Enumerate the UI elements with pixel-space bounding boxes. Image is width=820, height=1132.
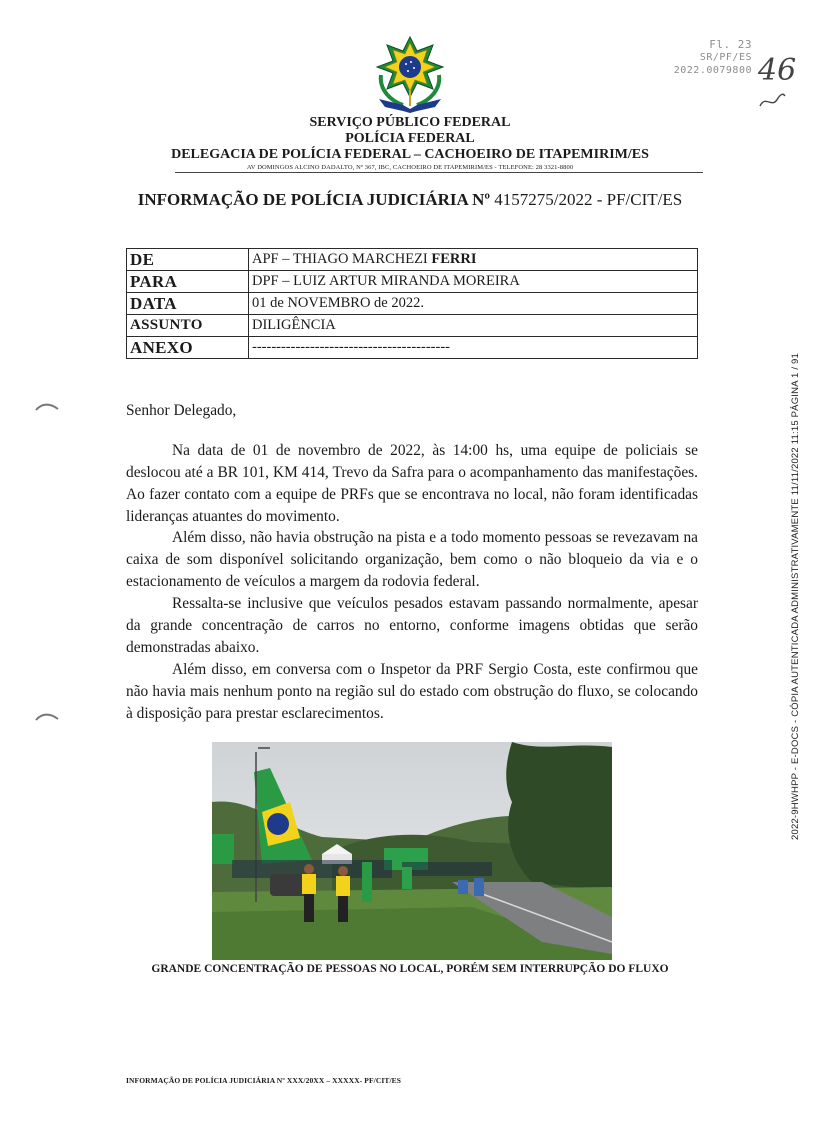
handwritten-page-number	[756, 44, 797, 114]
letterhead	[0, 115, 820, 172]
data-label: DATA	[127, 293, 249, 315]
document-title-bold: INFORMAÇÃO DE POLÍCIA JUDICIÁRIA Nº	[137, 190, 491, 209]
de-label: DE	[127, 249, 249, 271]
de-value: APF – THIAGO MARCHEZI FERRI	[249, 249, 698, 271]
assunto-value: DILIGÊNCIA	[249, 315, 698, 337]
table-row	[127, 315, 698, 337]
brazil-coat-of-arms-icon	[373, 35, 447, 113]
letterhead-line-3: DELEGACIA DE POLÍCIA FEDERAL – CACHOEIRO DE ITAPEMIRIM/ES	[171, 147, 649, 162]
assunto-label: ASSUNTO	[127, 315, 249, 337]
punch-mark-icon	[34, 402, 60, 412]
document-title	[0, 190, 820, 210]
data-value: 01 de NOVEMBRO de 2022.	[249, 293, 698, 315]
greeting: Senhor Delegado,	[126, 402, 237, 419]
stamp-office: SR/PF/ES	[699, 52, 752, 63]
anexo-label: ANEXO	[127, 337, 249, 359]
info-table	[126, 248, 698, 359]
letterhead-address: AV DOMINGOS ALCINO DADALTO, Nº 367, IBC, CACHOEIRO DE ITAPEMIRIM/ES - TELEFONE: 28 3321-8800	[246, 164, 574, 171]
document-title-number: 4157275/2022 - PF/CIT/ES	[490, 190, 683, 209]
protocol-stamp	[674, 38, 752, 77]
page-footer: INFORMAÇÃO DE POLÍCIA JUDICIÁRIA Nº XXX/20XX – XXXXX- PF/CIT/ES	[126, 1076, 402, 1085]
stamp-number: 2022.0079800	[673, 65, 752, 76]
para-value: DPF – LUIZ ARTUR MIRANDA MOREIRA	[249, 271, 698, 293]
table-row	[127, 249, 698, 271]
table-row	[127, 337, 698, 359]
paragraph-3: Ressalta-se inclusive que veículos pesados estavam passando normalmente, apesar da grande concentração de carros no entorno, conforme imagens obtidas que serão demonstradas abaixo.	[126, 595, 698, 656]
header-divider	[175, 172, 703, 173]
svg-text:46: 46	[758, 53, 797, 88]
paragraph-1: Na data de 01 de novembro de 2022, às 14:00 hs, uma equipe de policiais se deslocou até a BR 101, KM 414, Trevo da Safra para o acompanhamento das manifestações. Ao fazer contato com a equipe de PRFs que se encontrava no local, não foram identificadas lideranças atuantes do movimento.	[126, 442, 698, 525]
anexo-value: -----------------------------------------	[249, 337, 698, 359]
authentication-side-note: 2022-9HWHPP - E-DOCS - CÓPIA AUTENTICADA ADMINISTRATIVAMENTE 11/11/2022 11:15 PÁGINA 1 / 91	[790, 352, 801, 840]
table-row	[127, 293, 698, 315]
para-label: PARA	[127, 271, 249, 293]
punch-mark-icon	[34, 712, 60, 722]
letterhead-line-1: SERVIÇO PÚBLICO FEDERAL	[309, 115, 511, 130]
paragraph-4: Além disso, em conversa com o Inspetor da PRF Sergio Costa, este confirmou que não havia mais nenhum ponto na região sul do estado com obstrução do fluxo, se colocando à disposição para prestar esclarecimentos.	[126, 661, 698, 722]
paragraph-2: Além disso, não havia obstrução na pista e a todo momento pessoas se revezavam na caixa de som disponível solicitando organização, bem como o não bloqueio da via e o estacionamento de veículos a margem da rodovia federal.	[126, 529, 698, 590]
letterhead-line-2: POLÍCIA FEDERAL	[345, 131, 475, 146]
photo-caption: GRANDE CONCENTRAÇÃO DE PESSOAS NO LOCAL, PORÉM SEM INTERRUPÇÃO DO FLUXO	[151, 963, 669, 975]
table-row	[127, 271, 698, 293]
protest-photo	[212, 742, 612, 960]
stamp-folio: Fl. 23	[709, 38, 752, 51]
